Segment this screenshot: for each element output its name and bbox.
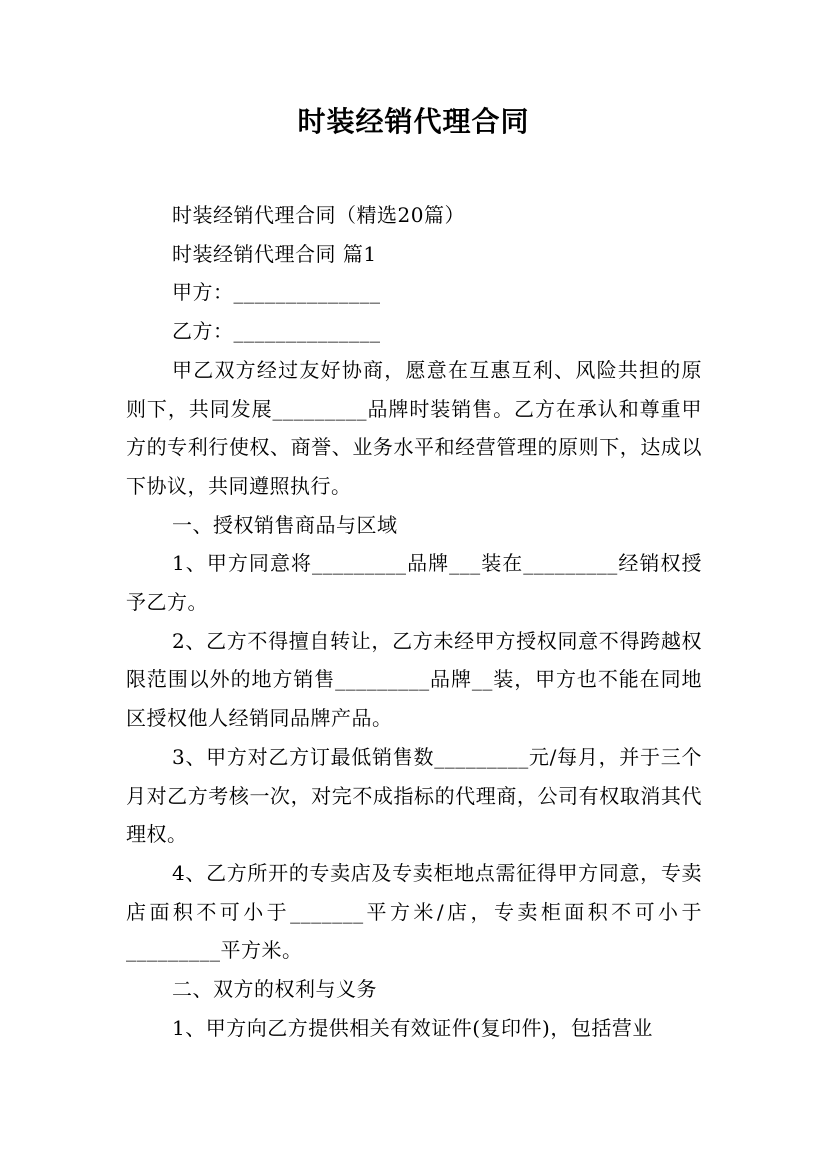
paragraph-clause-1-4: 4、乙方所开的专卖店及专卖柜地点需征得甲方同意，专卖店面积不可小于_______平方米/店，专卖柜面积不可小于_________平方米。 xyxy=(126,860,702,963)
paragraph-preamble: 甲乙双方经过友好协商，愿意在互惠互利、风险共担的原则下，共同发展_________品牌时装销售。乙方在承认和尊重甲方的专利行使权、商誉、业务水平和经营管理的原则下，达成以下协议，共同遵照执行。 xyxy=(126,357,702,498)
paragraph-section-heading: 时装经销代理合同 篇1 xyxy=(172,241,377,266)
paragraph-party-a: 甲方：______________ xyxy=(172,280,381,305)
paragraph-clause-1-2: 2、乙方不得擅自转让，乙方未经甲方授权同意不得跨越权限范围以外的地方销售_________品牌__装，甲方也不能在同地区授权他人经销同品牌产品。 xyxy=(126,628,702,731)
paragraph-heading-2: 二、双方的权利与义务 xyxy=(172,977,377,1002)
paragraph-heading-1: 一、授权销售商品与区域 xyxy=(172,512,398,537)
paragraph-clause-1-3: 3、甲方对乙方订最低销售数_________元/每月，并于三个月对乙方考核一次，对完不成指标的代理商，公司有权取消其代理权。 xyxy=(126,744,702,847)
document-body xyxy=(126,196,702,1047)
paragraph-subtitle: 时装经销代理合同（精选20篇） xyxy=(172,203,465,227)
paragraph-clause-2-1: 1、甲方向乙方提供相关有效证件(复印件)，包括营业 xyxy=(172,1015,653,1040)
paragraph-clause-1-1: 1、甲方同意将_________品牌___装在_________经销权授予乙方。 xyxy=(126,551,702,615)
paragraph-party-b: 乙方：______________ xyxy=(172,319,381,344)
document-title: 时装经销代理合同 xyxy=(297,105,530,138)
